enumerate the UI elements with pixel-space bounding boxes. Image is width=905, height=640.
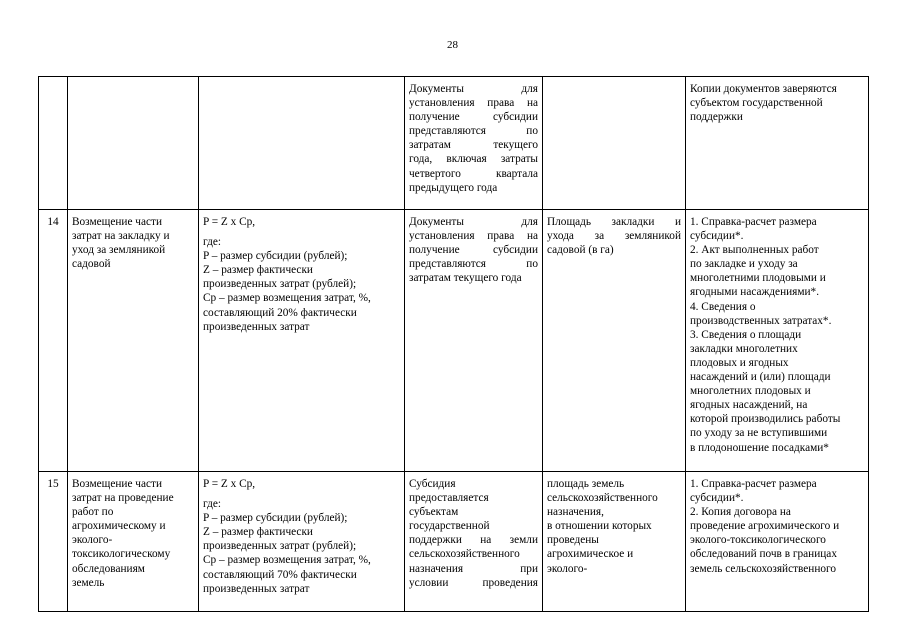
documents-list-line: ягодных насаждений, на xyxy=(690,399,808,412)
subsidy-name-cell xyxy=(68,77,199,210)
subsidy-name-cell xyxy=(68,472,199,612)
conditions-line: поддержки на земли xyxy=(409,534,538,547)
area-line: в отношении которых xyxy=(547,520,652,533)
documents-list-line: 1. Справка-расчет размера xyxy=(690,216,817,228)
subsidy-name-line: уход за земляникой xyxy=(72,244,166,257)
subsidy-name-line: эколого- xyxy=(72,534,113,547)
documents-list-line: в плодоношение посадками* xyxy=(690,441,829,454)
subsidy-name-line: токсикологическому xyxy=(72,548,171,561)
subsidy-name-line: земель xyxy=(72,576,105,589)
documents-list-line: плодовых и ягодных xyxy=(690,356,789,369)
documents-list-line: 4. Сведения о xyxy=(690,300,756,313)
conditions-line: затратам текущего года xyxy=(409,272,522,285)
formula-definition-line: произведенных затрат xyxy=(203,320,310,333)
documents-list-line: Копии документов заверяются xyxy=(690,83,837,95)
formula-line: P = Z x Cp, xyxy=(203,216,256,228)
subsidy-name-line: Возмещение части xyxy=(72,216,162,228)
area-line: сельскохозяйственного xyxy=(547,492,658,505)
conditions-line: Документы для xyxy=(409,83,538,95)
documents-list-line: земель сельскохозяйственного xyxy=(690,562,837,575)
row-number-cell xyxy=(39,472,68,612)
documents-list-cell xyxy=(686,210,869,472)
conditions-line: субъектам xyxy=(409,506,459,519)
documents-list-line: насаждений и (или) площади xyxy=(690,371,831,384)
area-line: назначения, xyxy=(547,506,604,519)
subsidy-name-cell xyxy=(68,210,199,472)
documents-list-line: 3. Сведения о площади xyxy=(690,328,802,341)
subsidy-name-line: обследованиям xyxy=(72,562,145,575)
documents-list-line: 2. Копия договора на xyxy=(690,506,791,519)
conditions-line: установления права на xyxy=(409,97,538,110)
documents-list-cell xyxy=(686,77,869,210)
documents-list-line: проведение агрохимического и xyxy=(690,520,840,533)
conditions-cell xyxy=(405,210,543,472)
row-number-cell xyxy=(39,77,68,210)
documents-list-cell xyxy=(686,472,869,612)
documents-list-line: субсидии*. xyxy=(690,492,744,505)
formula-definition-line: Z – размер фактически xyxy=(203,264,313,277)
documents-list-line: 1. Справка-расчет размера xyxy=(690,478,817,490)
page-number: 28 xyxy=(447,39,458,51)
subsidy-name-line: Возмещение части xyxy=(72,478,162,490)
documents-list-line: эколого-токсикологического xyxy=(690,534,826,547)
conditions-line: представляются по xyxy=(409,125,538,138)
documents-list-line: обследований почв в границах xyxy=(690,548,837,561)
formula-definition-line: произведенных затрат (рублей); xyxy=(203,540,357,553)
formula-definition-line: где: xyxy=(203,498,221,511)
subsidy-name-line: работ по xyxy=(72,506,114,519)
formula-cell xyxy=(199,77,405,210)
documents-list-line: поддержки xyxy=(690,111,743,124)
area-cell xyxy=(543,210,686,472)
conditions-line: условии проведения xyxy=(409,576,538,589)
conditions-line: Субсидия xyxy=(409,478,456,490)
documents-list-line: ягодными насаждениями*. xyxy=(690,286,820,299)
area-line: агрохимическое и xyxy=(547,548,634,561)
documents-list-line: 2. Акт выполненных работ xyxy=(690,244,819,257)
conditions-line: предыдущего года xyxy=(409,181,498,194)
conditions-line: назначения при xyxy=(409,562,538,575)
conditions-line: четвертого квартала xyxy=(409,167,538,180)
conditions-cell xyxy=(405,472,543,612)
documents-list-line: многолетних плодовых и xyxy=(690,385,811,398)
table-row xyxy=(39,472,869,612)
row-number: 15 xyxy=(47,478,59,490)
row-number: 14 xyxy=(47,216,59,228)
subsidy-name-line: затрат на проведение xyxy=(72,492,174,505)
area-cell xyxy=(543,472,686,612)
documents-list-line: производственных затратах*. xyxy=(690,314,832,327)
conditions-line: представляются по xyxy=(409,258,538,271)
conditions-line: получение субсидии xyxy=(409,111,538,124)
area-line: проведены xyxy=(547,534,599,547)
conditions-line: предоставляется xyxy=(409,492,489,505)
area-line: ухода за земляникой xyxy=(547,230,681,243)
area-line: эколого- xyxy=(547,562,588,575)
subsidy-name-line: затрат на закладку и xyxy=(72,230,170,243)
documents-list-line: по закладке и уходу за xyxy=(690,258,798,271)
formula-definition-line: Cp – размер возмещения затрат, %, xyxy=(203,554,371,567)
conditions-line: государственной xyxy=(409,520,490,533)
formula-definition-line: составляющий 70% фактически xyxy=(203,568,357,581)
documents-list-line: которой производились работы xyxy=(690,413,841,426)
formula-definition-line: P – размер субсидии (рублей); xyxy=(203,512,348,525)
documents-list-line: по уходу за не вступившими xyxy=(690,427,828,440)
conditions-cell xyxy=(405,77,543,210)
area-cell xyxy=(543,77,686,210)
formula-definition-line: Cp – размер возмещения затрат, %, xyxy=(203,292,371,305)
conditions-line: получение субсидии xyxy=(409,244,538,257)
conditions-line: года, включая затраты xyxy=(409,153,538,166)
formula-cell xyxy=(199,210,405,472)
subsidy-table xyxy=(38,76,869,612)
conditions-line: сельскохозяйственного xyxy=(409,548,520,561)
documents-list-line: субъектом государственной xyxy=(690,97,823,110)
formula-definition-line: произведенных затрат (рублей); xyxy=(203,278,357,291)
documents-list-line: субсидии*. xyxy=(690,230,744,243)
table-row xyxy=(39,77,869,210)
conditions-line: затратам текущего xyxy=(409,139,538,152)
documents-list-line: многолетними плодовыми и xyxy=(690,272,826,285)
subsidy-name-line: агрохимическому и xyxy=(72,520,166,533)
conditions-line: Документы для xyxy=(409,216,538,228)
subsidy-name-line: садовой xyxy=(72,258,111,271)
area-line: площадь земель xyxy=(547,478,625,490)
formula-definition-line: произведенных затрат xyxy=(203,582,310,595)
formula-definition-line: составляющий 20% фактически xyxy=(203,306,357,319)
formula-line: P = Z x Cp, xyxy=(203,478,256,490)
formula-cell xyxy=(199,472,405,612)
area-line: садовой (в га) xyxy=(547,244,614,257)
formula-definition-line: P – размер субсидии (рублей); xyxy=(203,250,348,263)
row-number-cell xyxy=(39,210,68,472)
area-line: Площадь закладки и xyxy=(547,216,681,228)
conditions-line: установления права на xyxy=(409,230,538,243)
table-row xyxy=(39,210,869,472)
documents-list-line: закладки многолетних xyxy=(690,342,798,355)
formula-definition-line: Z – размер фактически xyxy=(203,526,313,539)
formula-definition-line: где: xyxy=(203,236,221,249)
